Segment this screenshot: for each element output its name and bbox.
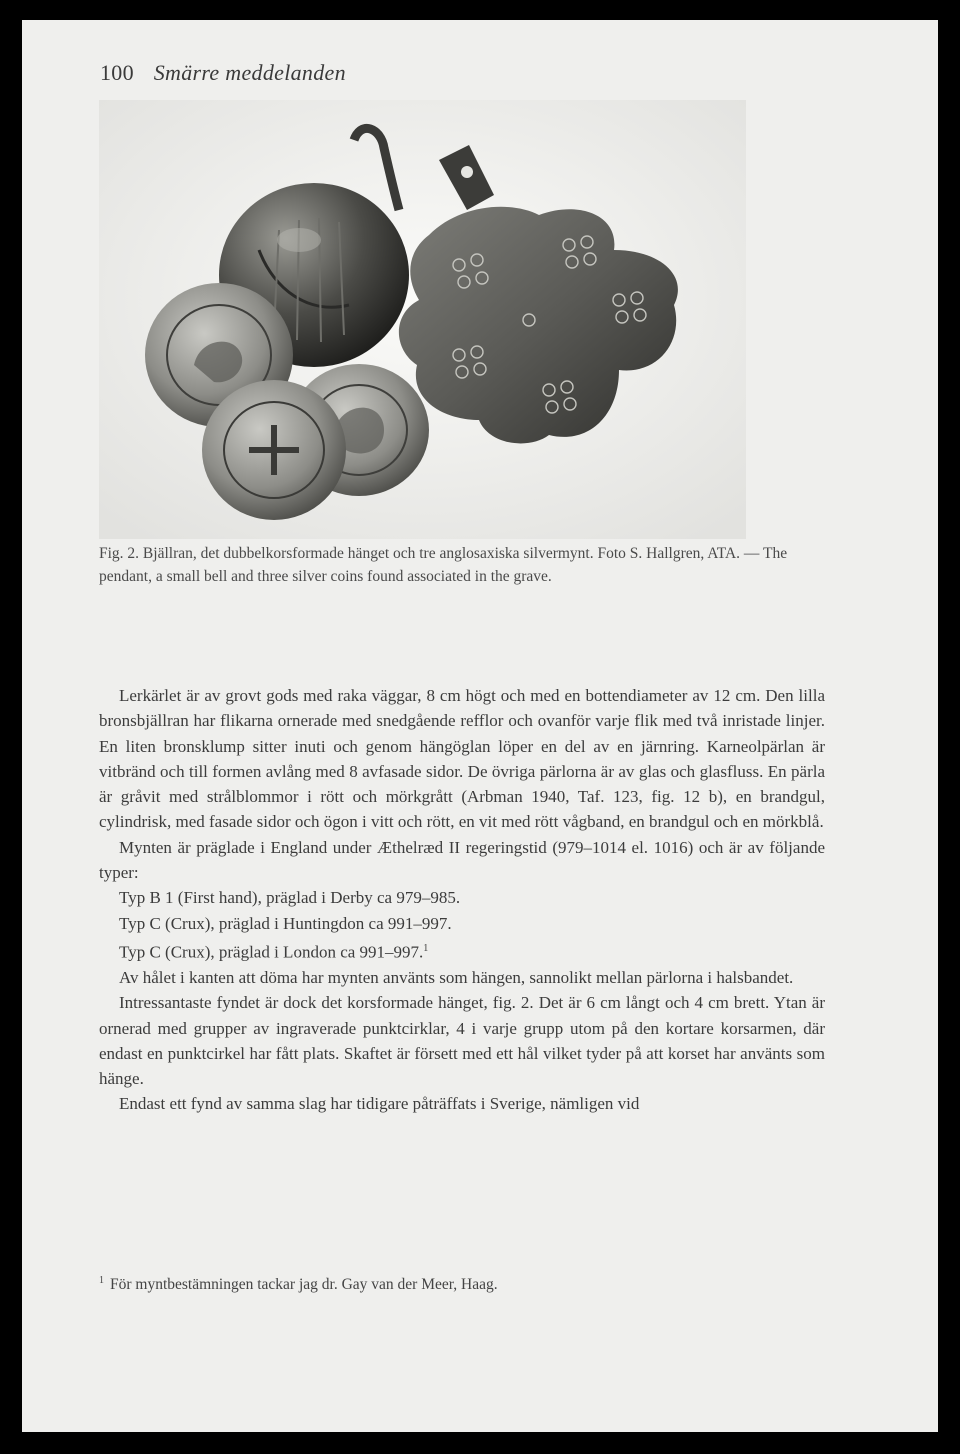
paragraph: Lerkärlet är av grovt gods med raka väggar, 8 cm högt och med en bottendiameter av 12 cm. Den lilla bronsbjällran har flikarna ornerade med snedgående refflor och ovanför varje flik med två inristade linjer. En liten bronsklump sitter inuti och genom hängöglan löper en del av en järnring. Karneolpärlan är vitbränd och till formen avlång med 8 avfasade sidor. De övriga pärlorna är av glas och glasfluss. En pärla är gråvit med strålblommor i rött och mörkgrått (Arbman 1940, Taf. 123, fig. 12 b), en brandgul, cylindrisk, med fasade sidor och ögon i vitt och rött, en vit med rött vågband, en brandgul och en mörkblå. — [99, 686, 825, 832]
page-header — [100, 60, 346, 86]
coin-type-line: Typ B 1 (First hand), präglad i Derby ca 979–985. — [119, 888, 461, 908]
coin-type-line — [99, 936, 825, 965]
footnote-mark: 1 — [99, 1275, 104, 1286]
paragraph: Endast ett fynd av samma slag har tidigare påträffats i Sverige, nämligen vid — [119, 1094, 640, 1114]
coin-type-text: Typ C (Crux), präglad i London ca 991–997. — [119, 942, 424, 962]
body-text — [99, 683, 825, 1117]
footnote-text: För myntbestämningen tackar jag dr. Gay van der Meer, Haag. — [110, 1276, 498, 1294]
paragraph: Intressantaste fyndet är dock det korsformade hänget, fig. 2. Det är 6 cm långt och 4 cm brett. Ytan är ornerad med grupper av ingraverade punktcirklar, 4 i varje grupp utom på den kortare korsarmen, där endast en punktcirkel har fått plats. Skaftet är försett med ett hål vilket tyder på att korset har använts som hänge. — [99, 993, 825, 1089]
coin-type-line: Typ C (Crux), präglad i Huntingdon ca 991–997. — [119, 913, 452, 933]
paragraph: Mynten är präglade i England under Æthelræd II regeringstid (979–1014 el. 1016) och är av följande typer: — [99, 837, 825, 883]
running-title: Smärre meddelanden — [153, 60, 346, 85]
page — [22, 20, 938, 1432]
footnote — [99, 1275, 825, 1294]
paragraph: Av hålet i kanten att döma har mynten använts som hängen, sannolikt mellan pärlorna i halsbandet. — [119, 967, 794, 987]
coin-3 — [202, 380, 346, 520]
figure-caption: Fig. 2. Bjällran, det dubbelkorsformade hänget och tre anglosaxiska silvermynt. Foto S. Hallgren, ATA. — The pendant, a small bell and three silver coins found associated in the grave. — [99, 545, 788, 585]
artifact-photo — [99, 100, 746, 539]
page-number: 100 — [100, 60, 134, 85]
footnote-reference: 1 — [423, 942, 429, 954]
